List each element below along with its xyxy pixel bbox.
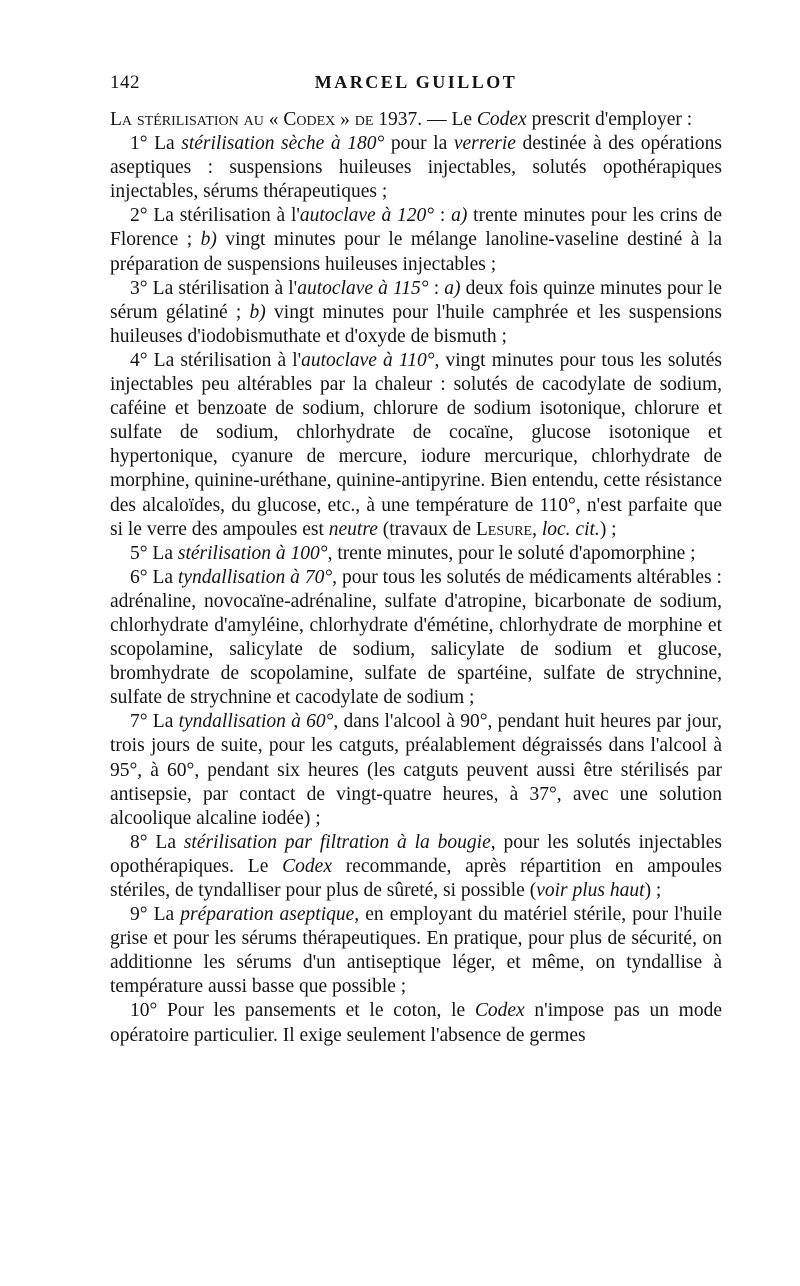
- text-run: , trente minutes, pour le soluté d'apomorphine ;: [327, 542, 696, 564]
- text-run: , pour les solutés injectables opothérapiques. Le: [110, 831, 723, 877]
- paragraph-item-2: [110, 204, 722, 276]
- page-number: 142: [110, 72, 140, 93]
- text-run: , pour tous les solutés de médicaments altérables : adrénaline, novocaïne-adrénaline, sulfate d'atropine, bicarbonate de sodium, chlorhydrate d'amyléine, chlorhydrate d'émétine, chlorhydrate de morphine et scopolamine, salicylate de sodium, salicylate de sodium et glucose, bromhydrate de scopolamine, sulfate de spartéine, sulfate de strychnine, sulfate de strychnine et cacodylate de sodium ;: [110, 566, 722, 709]
- text-run: , dans l'alcool à 90°, pendant huit heures par jour, trois jours de suite, pour les catguts, préalablement dégraissés dans l'alcool à 95°, à 60°, pendant six heures (les catguts peuvent aussi être stérilisés par antisepsie, par contact de vingt-quatre heures, à 37°, avec une solution alcoolique alcaline iodée) ;: [110, 711, 722, 829]
- paragraph-item-8: [110, 831, 722, 903]
- paragraph-item-7: [110, 710, 722, 830]
- text-run: 6° La: [130, 566, 178, 588]
- text-run: 4° La stérilisation à l': [130, 349, 302, 371]
- paragraph-item-3: [110, 277, 722, 349]
- text-run: ) ;: [599, 518, 617, 540]
- text-run: :: [428, 277, 445, 299]
- italic-run: autoclave à 110°: [301, 349, 435, 371]
- text-run: n'impose pas un mode opératoire particulier. Il exige seulement l'absence de germes: [110, 1000, 722, 1046]
- italic-run: a): [444, 277, 461, 299]
- italic-run: autoclave à 115°: [297, 277, 429, 299]
- text-run: ) ;: [644, 880, 662, 901]
- italic-run: tyndallisation à 70°: [177, 566, 333, 588]
- text-run: destinée à des opérations aseptiques : suspensions huileuses injectables, solutés opothérapiques injectables, sérums thérapeutiques ;: [110, 133, 722, 203]
- italic-run: stérilisation à 100°: [177, 542, 328, 564]
- text-run: — Le: [422, 109, 477, 130]
- text-run: vingt minutes pour l'huile camphrée et les suspensions huileuses d'iodobismuthate et d'oxyde de bismuth ;: [110, 301, 722, 347]
- italic-run: neutre: [328, 518, 378, 540]
- text-run: (travaux de: [377, 518, 476, 540]
- paragraph-item-5: [110, 542, 722, 566]
- italic-run: b): [200, 229, 217, 251]
- italic-run: Codex: [282, 855, 332, 877]
- italic-run: Codex: [476, 109, 527, 130]
- italic-run: stérilisation sèche à 180°: [181, 133, 385, 155]
- text-run: 5° La: [130, 542, 178, 564]
- text-run: , en employant du matériel stérile, pour l'huile grise et pour les sérums thérapeutiques. En pratique, pour plus de sécurité, on additionne les sérums d'un antiseptique léger, et même, on tyndallise à température aussi basse que possible ;: [110, 904, 722, 998]
- body-text: [110, 108, 722, 1048]
- text-run: :: [434, 205, 452, 227]
- italic-run: préparation aseptique: [180, 904, 355, 926]
- italic-run: a): [451, 205, 468, 227]
- text-run: ,: [532, 518, 542, 540]
- running-title: MARCEL GUILLOT: [314, 72, 518, 92]
- text-run: vingt minutes pour le mélange lanoline-vaseline destiné à la préparation de suspensions huileuses injectables ;: [110, 229, 722, 275]
- paragraph-item-6: [110, 566, 722, 711]
- italic-run: Codex: [474, 1000, 525, 1022]
- text-run: pour la: [384, 133, 454, 155]
- text-run: deux fois quinze minutes pour le sérum gélatiné ;: [110, 277, 722, 323]
- italic-run: verrerie: [453, 133, 516, 155]
- text-run: 7° La: [130, 711, 179, 733]
- italic-run: stérilisation par filtration à la bougie: [183, 831, 491, 853]
- text-run: , vingt minutes pour tous les solutés injectables peu altérables par la chaleur : solutés de cacodylate de sodium, caféine et benzoate de sodium, chlorure de sodium isotonique, chlorure et sulfate de sodium, chlorhydrate de cocaïne, glucose isotonique et hypertonique, cyanure de mercure, iodure mercurique, chlorhydrate de morphine, quinine-uréthane, quinine-antipyrine. Bien entendu, cette résistance des alcaloïdes, du glucose, etc., à une température de 110°, n'est parfaite que si le verre des ampoules est: [110, 349, 722, 540]
- italic-run: voir plus haut: [536, 880, 645, 901]
- paragraph-item-10: [110, 999, 722, 1047]
- text-run: trente minutes pour les crins de Florence ;: [110, 205, 722, 251]
- text-run: 9° La: [130, 904, 181, 926]
- text-run: 2° La stérilisation à l': [130, 205, 300, 227]
- text-run: recommande, après répartition en ampoules stériles, de tyndalliser pour plus de sûreté, si possible (: [110, 855, 722, 901]
- author-name: Lesure: [475, 518, 533, 540]
- italic-run: loc. cit.: [541, 518, 600, 540]
- paragraph-item-4: [110, 349, 722, 542]
- page-header: [110, 72, 722, 100]
- italic-run: autoclave à 120°: [299, 205, 435, 227]
- paragraph-item-1: [110, 132, 722, 204]
- paragraph-item-9: [110, 903, 722, 999]
- paragraph-intro: [110, 108, 722, 132]
- italic-run: tyndallisation à 60°: [178, 711, 334, 733]
- text-run: 10° Pour les pansements et le coton, le: [130, 1000, 475, 1022]
- text-run: 3° La stérilisation à l': [130, 277, 298, 299]
- italic-run: b): [249, 301, 266, 323]
- text-run: 8° La: [130, 831, 184, 853]
- section-heading: La stérilisation au « Codex » de 1937.: [110, 109, 423, 130]
- text-run: prescrit d'employer :: [526, 109, 693, 130]
- text-run: 1° La: [130, 133, 182, 155]
